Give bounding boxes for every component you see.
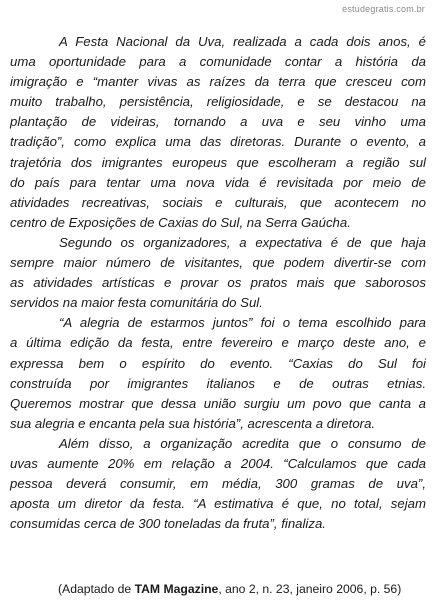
- text-line: “A alegria de estarmos juntos” foi o tema escolhido para: [59, 315, 426, 331]
- paragraph-1: [10, 32, 426, 233]
- text-line: Além disso, a organização acredita que o consumo de: [59, 435, 426, 451]
- text-line: uvas aumente 20% em relação a 2004. “Calculamos que cada: [10, 455, 426, 471]
- text-line: aposta um diretor da festa. “A estimativa é que, no total, sejam: [10, 496, 426, 512]
- paragraph-2: [10, 233, 426, 313]
- site-watermark: estudegratis.com.br: [342, 4, 425, 14]
- text-line: plantação de videiras, tornando a uva e seu vinho uma: [10, 114, 426, 130]
- text-line: servidos na maior festa comunitária do Sul.: [10, 295, 263, 311]
- text-line: atividades recreativas, sociais e culturais, que acontecem no: [10, 194, 426, 210]
- paragraph-3: [10, 313, 426, 434]
- text-line: as atividades artísticas e provar os pratos mais que saborosos: [10, 275, 426, 291]
- text-line: construída por imigrantes italianos e de outras etnias.: [10, 375, 426, 391]
- text-line: Queremos mostrar que dessa união surgiu um povo que canta a: [10, 395, 426, 411]
- text-line: pessoa deverá consumir, em média, 300 gramas de uva”,: [10, 476, 426, 492]
- text-line: sua alegria e encanta pela sua história”, acrescenta a diretora.: [10, 415, 376, 431]
- text-line: consumidas cerca de 300 toneladas da fruta”, finaliza.: [10, 516, 326, 532]
- text-line: sempre maior número de visitantes, que podem divertir-se com: [10, 255, 426, 271]
- text-line: imigração e “manter vivas as raízes da terra que cresceu com: [10, 74, 426, 90]
- citation-suffix: , ano 2, n. 23, janeiro 2006, p. 56): [218, 582, 402, 596]
- paragraph-4: [10, 434, 426, 534]
- text-line: uma oportunidade para a comunidade contar a história da: [10, 54, 426, 70]
- article-text: [10, 32, 426, 534]
- text-line: Segundo os organizadores, a expectativa é de que haja: [59, 234, 426, 250]
- text-line: trajetória dos imigrantes europeus que escolheram a região sul: [10, 154, 426, 170]
- source-citation: [58, 582, 401, 596]
- publication-name: TAM Magazine: [134, 582, 219, 596]
- text-line: centro de Exposições de Caxias do Sul, na Serra Gaúcha.: [10, 214, 351, 230]
- text-line: muito trabalho, persistência, religiosidade, e se destacou na: [10, 94, 426, 110]
- text-line: a última edição da festa, entre fevereiro e março deste ano, e: [10, 335, 426, 351]
- text-line: tradição”, como explica uma das diretoras. Durante o evento, a: [10, 134, 426, 150]
- citation-prefix: (Adaptado de: [58, 582, 135, 596]
- text-line: A Festa Nacional da Uva, realizada a cada dois anos, é: [59, 34, 426, 49]
- text-line: do país para tentar uma nova vida é revisitada por meio de: [10, 174, 426, 190]
- text-line: expressa bem o espírito do evento. “Caxias do Sul foi: [10, 355, 426, 371]
